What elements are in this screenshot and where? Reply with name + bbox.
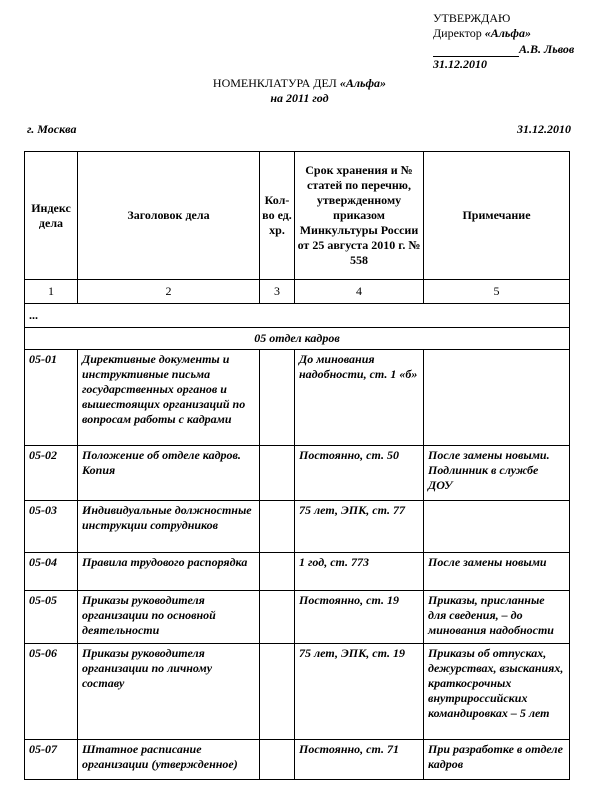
approval-block — [433, 11, 574, 72]
table-row — [25, 591, 570, 644]
row-title: Штатное расписание организации (утвержденное) — [78, 740, 260, 780]
column-number: 3 — [260, 280, 295, 304]
title-line1 — [0, 76, 599, 91]
table-row — [25, 501, 570, 553]
header-title: Заголовок дела — [78, 152, 260, 280]
row-note — [424, 350, 570, 446]
approval-date: 31.12.2010 — [433, 57, 487, 71]
header-row — [25, 152, 570, 280]
row-title: Директивные документы и инструктивные письма государственных органов и вышестоящих организаций по вопросам работы с кадрами — [78, 350, 260, 446]
table-row — [25, 350, 570, 446]
document-date: 31.12.2010 — [517, 122, 571, 136]
column-number: 1 — [25, 280, 78, 304]
nomenclature-table — [24, 151, 570, 780]
row-index: 05-01 — [25, 350, 78, 446]
row-title: Правила трудового распорядка — [78, 553, 260, 591]
column-number-row — [25, 280, 570, 304]
ellipsis-row — [25, 304, 570, 328]
row-count — [260, 740, 295, 780]
director-label: Директор — [433, 26, 485, 40]
row-term: 75 лет, ЭПК, ст. 19 — [295, 644, 424, 740]
signature-name: А.В. Львов — [519, 42, 575, 56]
row-term: 1 год, ст. 773 — [295, 553, 424, 591]
row-term: 75 лет, ЭПК, ст. 77 — [295, 501, 424, 553]
row-count — [260, 501, 295, 553]
section-row — [25, 328, 570, 350]
header-term: Срок хранения и № статей по перечню, утвержденному приказом Минкультуры России от 25 августа 2010 г. № 558 — [295, 152, 424, 280]
table-row — [25, 644, 570, 740]
title-prefix: НОМЕНКЛАТУРА ДЕЛ — [212, 76, 340, 90]
approval-heading: УТВЕРЖДАЮ — [433, 11, 511, 25]
row-note: После замены новыми. Подлинник в службе ДОУ — [424, 446, 570, 501]
column-number: 5 — [424, 280, 570, 304]
row-term: Постоянно, ст. 71 — [295, 740, 424, 780]
approval-signature — [433, 41, 574, 57]
signature-line — [433, 41, 519, 57]
header-count: Кол-во ед. хр. — [260, 152, 295, 280]
place: г. Москва — [27, 122, 77, 136]
row-index: 05-04 — [25, 553, 78, 591]
approval-director — [433, 26, 574, 41]
row-title: Положение об отделе кадров. Копия — [78, 446, 260, 501]
row-count — [260, 446, 295, 501]
table-row — [25, 553, 570, 591]
row-index: 05-03 — [25, 501, 78, 553]
document-title — [0, 76, 599, 106]
row-note — [424, 501, 570, 553]
title-year: на 2011 год — [270, 91, 329, 105]
section-title: 05 отдел кадров — [25, 328, 570, 350]
row-note: Приказы об отпусках, дежурствах, взысканиях, краткосрочных внутрироссийских командировках – 5 лет — [424, 644, 570, 740]
row-title: Приказы руководителя организации по личному составу — [78, 644, 260, 740]
header-index: Индекс дела — [25, 152, 78, 280]
row-index: 05-05 — [25, 591, 78, 644]
title-org: «Альфа» — [339, 76, 387, 90]
row-count — [260, 591, 295, 644]
row-index: 05-02 — [25, 446, 78, 501]
row-term: Постоянно, ст. 19 — [295, 591, 424, 644]
row-title: Индивидуальные должностные инструкции сотрудников — [78, 501, 260, 553]
row-index: 05-07 — [25, 740, 78, 780]
row-note: После замены новыми — [424, 553, 570, 591]
row-term: До минования надобности, ст. 1 «б» — [295, 350, 424, 446]
column-number: 2 — [78, 280, 260, 304]
table-row — [25, 740, 570, 780]
table-row — [25, 446, 570, 501]
row-count — [260, 553, 295, 591]
row-note: При разработке в отделе кадров — [424, 740, 570, 780]
row-note: Приказы, присланные для сведения, – до минования надобности — [424, 591, 570, 644]
row-term: Постоянно, ст. 50 — [295, 446, 424, 501]
row-count — [260, 644, 295, 740]
column-number: 4 — [295, 280, 424, 304]
row-title: Приказы руководителя организации по основной деятельности — [78, 591, 260, 644]
ellipsis: ... — [25, 304, 570, 328]
row-index: 05-06 — [25, 644, 78, 740]
director-org: «Альфа» — [484, 26, 531, 40]
row-count — [260, 350, 295, 446]
header-note: Примечание — [424, 152, 570, 280]
